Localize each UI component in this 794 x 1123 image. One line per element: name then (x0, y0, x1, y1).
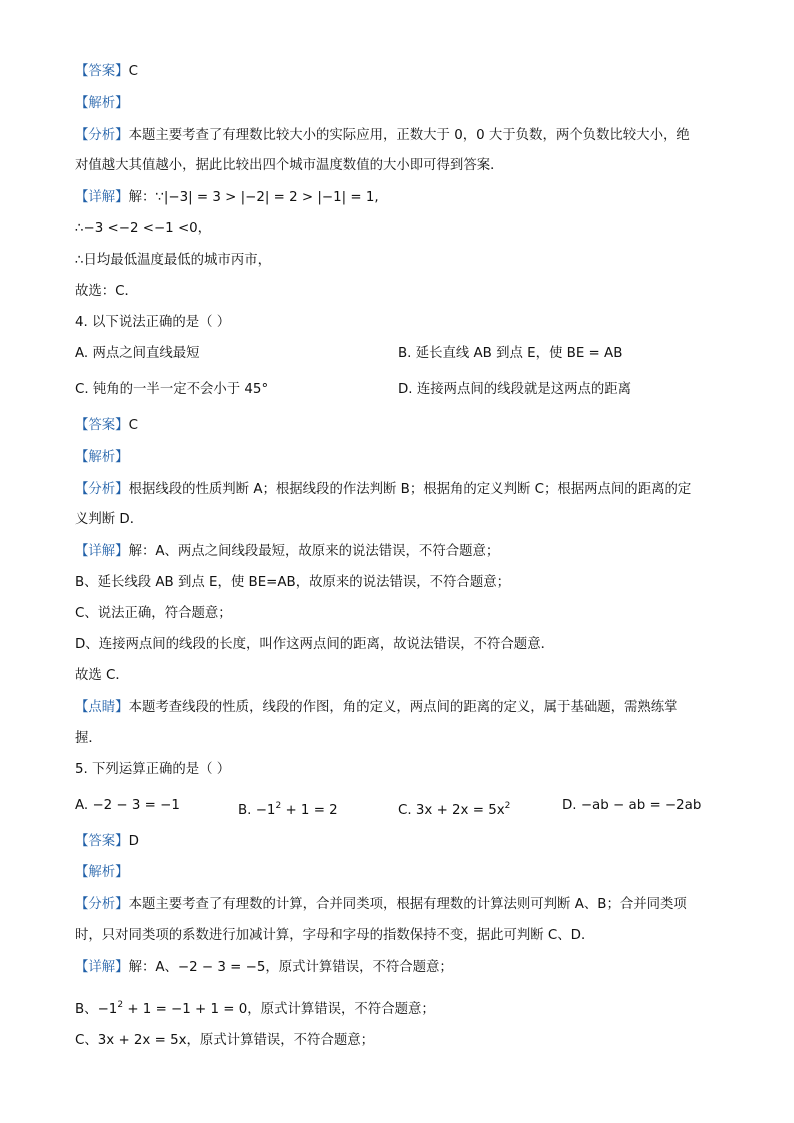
analysis-label: 【解析】 (75, 450, 129, 465)
q4-stem: 4. 以下说法正确的是（ ） (75, 315, 231, 330)
q3-fenxi-line1 (75, 126, 724, 146)
q5-option-d: D. −ab − ab = −2ab (562, 798, 702, 813)
q3-detail-line2: ∴−3 <−2 <−1 <0， (75, 221, 212, 236)
q5-detail-line-c: C、3x + 2x = 5x，原式计算错误，不符合题意； (75, 1033, 375, 1048)
q5-answer-line (75, 832, 724, 852)
q4-comment-line1 (75, 698, 724, 718)
q5-option-c-exponent: 2 (504, 801, 511, 811)
analysis-label: 【解析】 (75, 865, 129, 880)
q5-stem: 5. 下列运算正确的是（ ） (75, 762, 231, 777)
q4-choose-line: 故选 C． (75, 668, 129, 683)
answer-label: 【答案】 (75, 418, 129, 433)
q5-line-b-exponent: 2 (117, 1000, 124, 1010)
fenxi-label: 【分析】 (75, 482, 129, 497)
q3-analysis-label (75, 94, 724, 114)
q5-fenxi-line2: 时，只对同类项的系数进行加减计算，字母和字母的指数保持不变，据此可判断 C、D． (75, 928, 595, 943)
q5-line-b-pre: B、−1 (75, 1002, 118, 1017)
q4-fenxi-line1 (75, 480, 724, 500)
q4-detail-line-d: D、连接两点间的线段的长度，叫作这两点间的距离，故说法错误，不符合题意． (75, 637, 554, 652)
q5-fenxi-text1: 本题主要考查了有理数的计算，合并同类项，根据有理数的计算法则可判断 A、B；合并同类项 (128, 897, 687, 912)
q3-choose-line: 故选：C． (75, 284, 138, 299)
answer-label: 【答案】 (75, 834, 129, 849)
q3-detail-line1 (75, 188, 724, 208)
q5-option-c (398, 796, 510, 821)
q3-fenxi-line2: 对值越大其值越小，据此比较出四个城市温度数值的大小即可得到答案． (75, 158, 504, 173)
q5-answer-value: D (128, 834, 139, 849)
q3-detail-line3: ∴日均最低温度最低的城市丙市， (75, 253, 271, 268)
q3-answer-line (75, 62, 724, 82)
q5-analysis-label (75, 863, 724, 883)
fenxi-label: 【分析】 (75, 128, 129, 143)
answer-label: 【答案】 (75, 64, 129, 79)
q5-option-b (238, 796, 338, 821)
q4-option-a: A. 两点之间直线最短 (75, 346, 200, 361)
q4-option-c: C. 钝角的一半一定不会小于 45° (75, 382, 269, 397)
q4-option-d: D. 连接两点间的线段就是这两点的距离 (398, 382, 632, 397)
q4-detail-line-c: C、说法正确，符合题意； (75, 606, 232, 621)
analysis-label: 【解析】 (75, 96, 129, 111)
q5-detail-line-b (75, 995, 724, 1020)
q5-option-b-pre: B. −1 (238, 803, 276, 818)
detail-label: 【详解】 (75, 960, 129, 975)
q5-option-a: A. −2 − 3 = −1 (75, 798, 180, 813)
q4-comment-line2: 握． (75, 731, 102, 746)
q3-fenxi-text1: 本题主要考查了有理数比较大小的实际应用，正数大于 0，0 大于负数，两个负数比较大小，绝 (128, 128, 690, 143)
q4-answer-line (75, 416, 724, 436)
q3-detail-text1: 解：∵|−3| = 3 > |−2| = 2 > |−1| = 1, (128, 190, 379, 205)
q4-option-b: B. 延长直线 AB 到点 E，使 BE = AB (398, 346, 623, 361)
q5-option-c-pre: C. 3x + 2x = 5x (398, 803, 505, 818)
q4-fenxi-line2: 义判断 D． (75, 512, 144, 527)
detail-label: 【详解】 (75, 190, 129, 205)
q5-option-b-post: + 1 = 2 (281, 803, 338, 818)
q4-detail-line1 (75, 542, 724, 562)
q5-detail-text1: 解：A、−2 − 3 = −5，原式计算错误，不符合题意； (128, 960, 453, 975)
q4-comment-text1: 本题考查线段的性质，线段的作图，角的定义，两点间的距离的定义，属于基础题，需熟练掌 (128, 700, 678, 715)
detail-label: 【详解】 (75, 544, 129, 559)
q4-fenxi-text1: 根据线段的性质判断 A；根据线段的作法判断 B；根据角的定义判断 C；根据两点间的距离的定 (128, 482, 692, 497)
fenxi-label: 【分析】 (75, 897, 129, 912)
q5-fenxi-line1 (75, 895, 724, 915)
q5-option-b-exponent: 2 (275, 801, 282, 811)
q5-line-b-post: + 1 = −1 + 1 = 0，原式计算错误，不符合题意； (123, 1002, 435, 1017)
comment-label: 【点睛】 (75, 700, 129, 715)
q5-detail-line1 (75, 958, 724, 978)
q4-analysis-label (75, 448, 724, 468)
q4-detail-text1: 解：A、两点之间线段最短，故原来的说法错误，不符合题意； (128, 544, 500, 559)
q4-detail-line-b: B、延长线段 AB 到点 E，使 BE=AB，故原来的说法错误，不符合题意； (75, 575, 510, 590)
q4-answer-value: C (128, 418, 138, 433)
q3-answer-value: C (128, 64, 138, 79)
